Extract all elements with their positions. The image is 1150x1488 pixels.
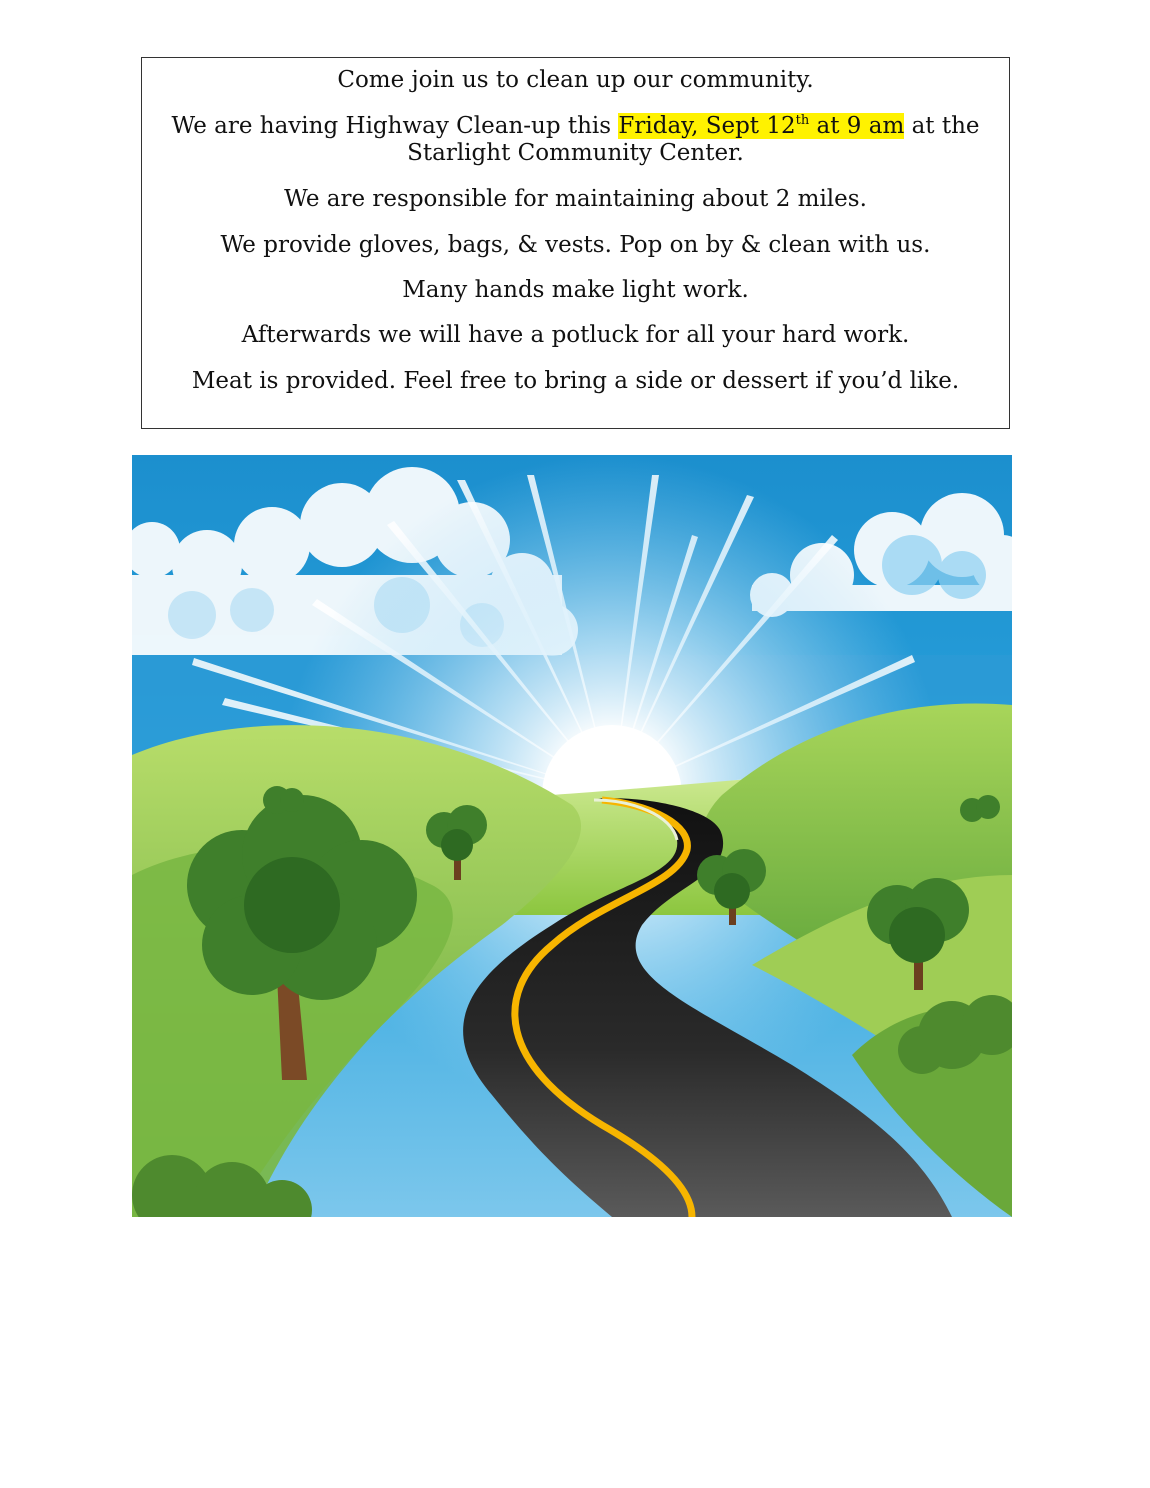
- tree-tiny-left: [263, 786, 304, 814]
- event-text-after: at the: [904, 113, 980, 139]
- event-text-before: We are having Highway Clean-up this: [171, 113, 619, 139]
- event-date-highlight: [618, 113, 904, 139]
- road-landscape-illustration: [132, 455, 1012, 1217]
- event-details: [142, 113, 1009, 167]
- intro-line: Come join us to clean up our community.: [337, 67, 814, 93]
- landscape-svg: [132, 455, 1012, 1217]
- motto-line: Many hands make light work.: [402, 277, 749, 303]
- notice-box: [141, 57, 1010, 429]
- event-date: Friday, Sept 12: [618, 113, 796, 139]
- potluck-line: Afterwards we will have a potluck for all your hard work.: [241, 322, 910, 348]
- responsibility-line: We are responsible for maintaining about 2 miles.: [284, 186, 867, 212]
- date-ordinal: th: [795, 113, 810, 128]
- supplies-line: We provide gloves, bags, & vests. Pop on by & clean with us.: [220, 232, 931, 258]
- event-time: at 9 am: [809, 113, 905, 139]
- food-line: Meat is provided. Feel free to bring a side or dessert if you’d like.: [191, 368, 960, 394]
- event-location: Starlight Community Center.: [407, 140, 744, 166]
